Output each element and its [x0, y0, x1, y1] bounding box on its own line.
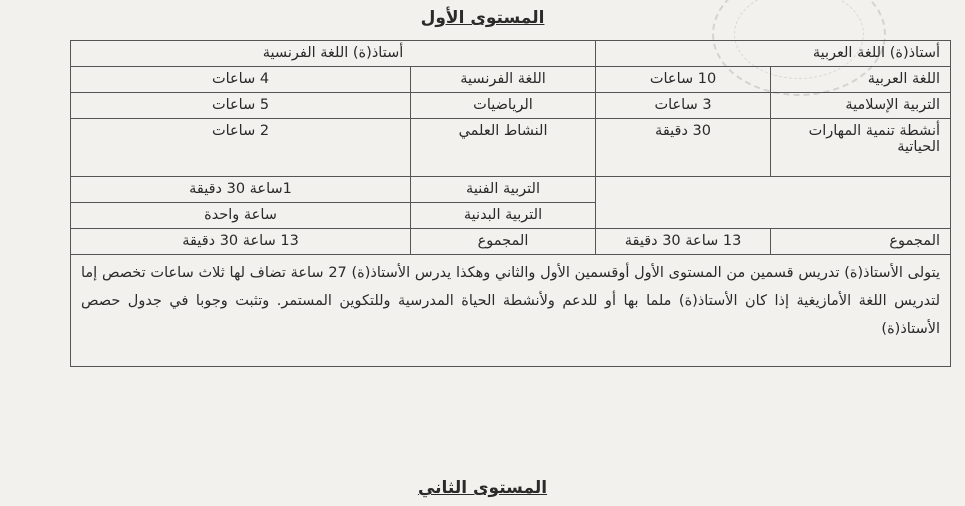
french-hours-cell: 5 ساعات: [71, 93, 411, 119]
empty-cell: [596, 177, 951, 229]
french-total-label: المجموع: [411, 229, 596, 255]
arabic-total-value: 13 ساعة 30 دقيقة: [596, 229, 771, 255]
french-subject-cell: النشاط العلمي: [411, 119, 596, 177]
arabic-subject-cell: أنشطة تنمية المهارات الحياتية: [771, 119, 951, 177]
arabic-subject-cell: التربية الإسلامية: [771, 93, 951, 119]
arabic-hours-cell: 3 ساعات: [596, 93, 771, 119]
level-one-title: المستوى الأول: [420, 8, 545, 28]
arabic-teacher-header: أستاذ(ة) اللغة العربية: [596, 41, 951, 67]
french-hours-cell: 1ساعة 30 دقيقة: [71, 177, 411, 203]
note-paragraph: يتولى الأستاذ(ة) تدريس قسمين من المستوى الأول أوقسمين الأول والثاني وهكذا يدرس الأستاذ(ة) 27 ساعة تضاف لها ثلاث ساعات تخصص إما لتدريس اللغة الأمازيغية إذا كان الأستاذ(ة) ملما بها أو للدعم ولأنشطة الحياة المدرسية وللتكوين المستمر. وتثبت وجوبا في جدول حصص الأستاذ(ة): [71, 255, 951, 367]
french-total-value: 13 ساعة 30 دقيقة: [71, 229, 411, 255]
arabic-total-label: المجموع: [771, 229, 951, 255]
french-subject-cell: التربية الفنية: [411, 177, 596, 203]
french-subject-cell: الرياضيات: [411, 93, 596, 119]
arabic-hours-cell: 30 دقيقة: [596, 119, 771, 177]
french-teacher-header: أستاذ(ة) اللغة الفرنسية: [71, 41, 596, 67]
arabic-subject-cell: اللغة العربية: [771, 67, 951, 93]
level-two-title: المستوى الثاني: [417, 478, 548, 498]
french-hours-cell: 4 ساعات: [71, 67, 411, 93]
french-hours-cell: 2 ساعات: [71, 119, 411, 177]
french-hours-cell: ساعة واحدة: [71, 203, 411, 229]
timetable: [70, 40, 951, 367]
french-subject-cell: اللغة الفرنسية: [411, 67, 596, 93]
arabic-hours-cell: 10 ساعات: [596, 67, 771, 93]
french-subject-cell: التربية البدنية: [411, 203, 596, 229]
